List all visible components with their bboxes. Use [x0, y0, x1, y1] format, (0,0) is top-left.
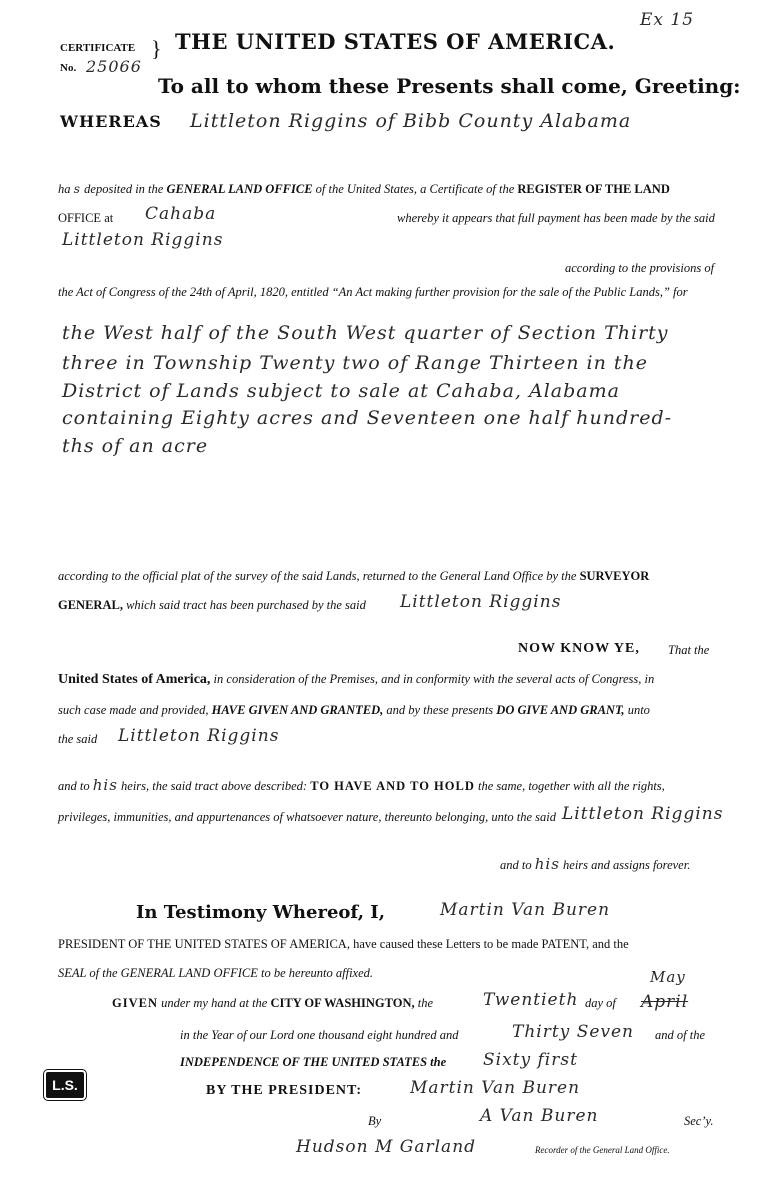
and-of-the: and of the — [655, 1028, 705, 1042]
brace-icon: } — [151, 36, 162, 61]
purchaser-name: Littleton Riggins — [400, 592, 562, 612]
land-description-line: the West half of the South West quarter of Section Thirty — [62, 322, 669, 344]
now-know-heading: NOW KNOW YE, — [518, 641, 640, 656]
testimony-heading: In Testimony Whereof, I, — [136, 902, 385, 923]
whereby-text: whereby it appears that full payment has been made by the said — [397, 211, 715, 225]
survey-line-1 — [58, 569, 649, 584]
to-have-and-to-hold: TO HAVE AND TO HOLD — [310, 779, 475, 793]
deposit-text-a: deposited in the — [84, 182, 164, 196]
his-1: his — [92, 776, 118, 794]
payer-name: Littleton Riggins — [62, 230, 224, 250]
day-of: day of — [585, 996, 616, 1010]
now-know-text-1: in consideration of the Premises, and in conformity with the several acts of Congress, in — [213, 672, 655, 686]
survey-text-2: which said tract has been purchased by the said — [126, 598, 366, 612]
the-label: the — [417, 996, 434, 1010]
seal-badge: L.S. — [44, 1070, 86, 1100]
have-given: HAVE GIVEN AND GRANTED, — [211, 703, 384, 717]
land-description-line: ths of an acre — [62, 435, 209, 457]
document-title: THE UNITED STATES OF AMERICA. — [175, 29, 616, 54]
habendum-line-2: privileges, immunities, and appurtenances of whatsoever nature, thereunto belonging, unto the said — [58, 810, 556, 824]
deposit-line — [58, 181, 670, 197]
survey-line-2 — [58, 598, 366, 613]
surveyor-label: SURVEYOR — [579, 569, 650, 583]
survey-text: according to the official plat of the survey of the said Lands, returned to the General Land Office by the — [58, 569, 577, 583]
number-label: No. — [60, 62, 77, 74]
now-know-text-2b: and by these presents — [386, 703, 494, 717]
whereas-label: WHEREAS — [60, 112, 162, 131]
grantee-line: Littleton Riggins of Bibb County Alabama — [190, 110, 632, 132]
recorder-signature: Hudson M Garland — [296, 1137, 477, 1157]
now-know-line-2 — [58, 703, 650, 718]
president-signature: Martin Van Buren — [410, 1078, 581, 1098]
has-prefix: ha — [58, 182, 71, 196]
certificate-number: 25066 — [86, 57, 142, 76]
now-know-text-2a: such case made and provided, — [58, 703, 209, 717]
the-said: the said — [58, 732, 98, 746]
recorder-label: Recorder of the General Land Office. — [535, 1145, 670, 1155]
corner-note: Ex 15 — [640, 10, 695, 30]
certificate-label: CERTIFICATE — [60, 42, 136, 54]
habendum-rest: the same, together with all the rights, — [478, 779, 665, 793]
greeting: To all to whom these Presents shall come, Greeting: — [158, 74, 741, 98]
land-description-line: containing Eighty acres and Seventeen one half hundred- — [62, 407, 673, 429]
and-to-2: and to — [500, 858, 532, 872]
city-label: CITY OF WASHINGTON, — [270, 996, 415, 1010]
year-value: Thirty Seven — [512, 1022, 635, 1042]
secy-label: Sec’y. — [684, 1114, 714, 1128]
habendum-grantee: Littleton Riggins — [562, 804, 724, 824]
unto: unto — [627, 703, 650, 717]
heirs-text: heirs, the said tract above described: — [121, 779, 308, 793]
habendum-line-3 — [500, 855, 690, 873]
now-know-line-1 — [58, 672, 654, 688]
independence-text: INDEPENDENCE OF THE UNITED STATES the — [180, 1055, 447, 1069]
by-the-president: BY THE PRESIDENT: — [206, 1083, 362, 1098]
provisions-text: according to the provisions of — [565, 261, 715, 275]
given-line — [112, 996, 433, 1011]
act-text: the Act of Congress of the 24th of April, 1820, entitled “An Act making further provision for the sale of the Public Lands,” for — [58, 285, 688, 299]
under-hand: under my hand at the — [161, 996, 268, 1010]
deposit-text-b: of the United States, a Certificate of the — [315, 182, 515, 196]
office-place: Cahaba — [145, 204, 217, 224]
usa-label: United States of America, — [58, 672, 211, 687]
by-label: By — [368, 1114, 382, 1128]
independence-value: Sixty first — [483, 1050, 578, 1070]
president-name: Martin Van Buren — [440, 900, 611, 920]
testimony-line-1: PRESIDENT OF THE UNITED STATES OF AMERICA, have caused these Letters to be made PATENT, and the — [58, 937, 629, 951]
land-description-line: District of Lands subject to sale at Cahaba, Alabama — [62, 380, 620, 402]
given-label: GIVEN — [112, 996, 158, 1010]
office-label: OFFICE at — [58, 211, 114, 225]
testimony-line-2: SEAL of the GENERAL LAND OFFICE to be hereunto affixed. — [58, 966, 374, 980]
secretary-signature: A Van Buren — [480, 1106, 599, 1126]
do-give: DO GIVE AND GRANT, — [496, 703, 625, 717]
grantee-name: Littleton Riggins — [118, 726, 280, 746]
has-suffix: s — [73, 181, 82, 196]
general-land-office: GENERAL LAND OFFICE — [166, 182, 313, 196]
his-2: his — [534, 855, 560, 873]
forever-text: heirs and assigns forever. — [563, 858, 691, 872]
register-label: REGISTER OF THE LAND — [517, 182, 670, 196]
month-value: May — [650, 968, 686, 986]
and-to: and to — [58, 779, 90, 793]
general-label: GENERAL, — [58, 598, 123, 612]
day-value: Twentieth — [483, 990, 579, 1010]
month-struck: April — [641, 992, 689, 1012]
that-the: That the — [668, 643, 710, 657]
habendum-line-1 — [58, 776, 665, 794]
land-description-line: three in Township Twenty two of Range Thirteen in the — [62, 352, 648, 374]
year-text: in the Year of our Lord one thousand eight hundred and — [180, 1028, 459, 1042]
